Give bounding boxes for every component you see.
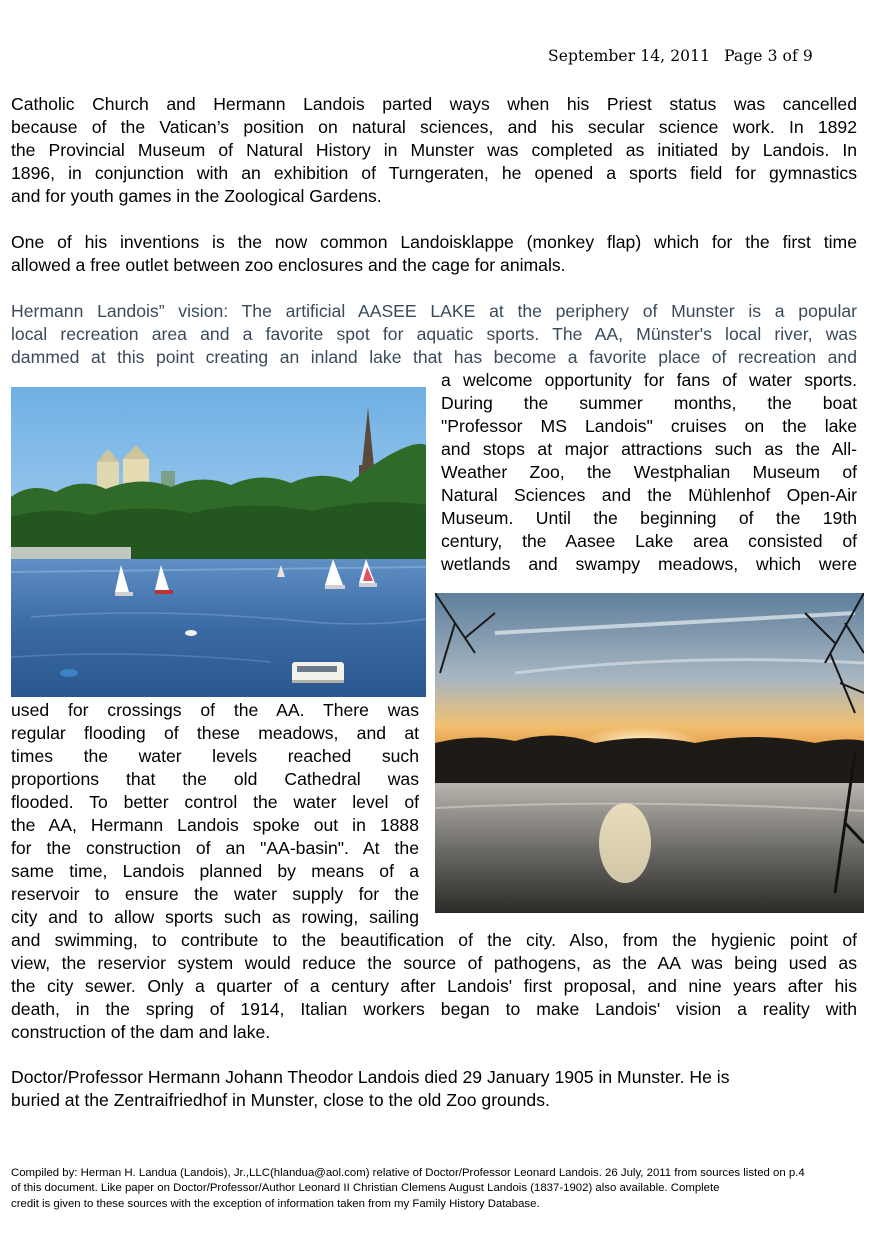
text-line: construction of the dam and lake. bbox=[11, 1022, 271, 1042]
text-line: because of the Vatican’s position on natural sciences, and his secular science work. In 1892 bbox=[11, 117, 857, 137]
text-line: Natural Sciences and the Mühlenhof Open-Air bbox=[441, 485, 857, 505]
text-line: century, the Aasee Lake area consisted of bbox=[441, 531, 857, 551]
text-line: Catholic Church and Hermann Landois parted ways when his Priest status was cancelled bbox=[11, 94, 857, 114]
lake-photo-svg bbox=[11, 387, 426, 697]
text-line: same time, Landois planned by means of a bbox=[11, 861, 419, 881]
paragraph-church bbox=[11, 93, 857, 208]
sunset-photo-svg bbox=[435, 593, 864, 913]
text-line: wetlands and swampy meadows, which were bbox=[441, 554, 857, 574]
header-date: September 14, 2011 bbox=[548, 47, 711, 65]
text-line: One of his inventions is the now common Landoisklappe (monkey flap) which for the first time bbox=[11, 232, 857, 252]
text-line: regular flooding of these meadows, and at bbox=[11, 723, 419, 743]
paragraph-vision-continuation bbox=[11, 929, 857, 1044]
text-line: used for crossings of the AA. There was bbox=[11, 700, 419, 720]
text-line: death, in the spring of 1914, Italian workers began to make Landois' vision a reality with bbox=[11, 999, 857, 1019]
text-line: times the water levels reached such bbox=[11, 746, 419, 766]
text-line: reservoir to ensure the water supply for the bbox=[11, 884, 419, 904]
text-line: 1896, in conjunction with an exhibition of Turngeraten, he opened a sports field for gymnastics bbox=[11, 163, 857, 183]
text-line: Hermann Landois” vision: The artificial AASEE LAKE at the periphery of Munster is a popular bbox=[11, 301, 857, 321]
text-line: the Provincial Museum of Natural History in Munster was completed as initiated by Landois. In bbox=[11, 140, 857, 160]
page-header bbox=[548, 47, 813, 65]
footer-line: Compiled by: Herman H. Landua (Landois), Jr.,LLC(hlandua@aol.com) relative of Doctor/Professor Leonard Landois. 26 July, 2011 from sources listed on p.4 bbox=[11, 1167, 805, 1179]
paragraph-vision-right-column bbox=[441, 369, 857, 576]
text-line: allowed a free outlet between zoo enclosures and the cage for animals. bbox=[11, 255, 566, 275]
footer-line: credit is given to these sources with the exception of information taken from my Family History Database. bbox=[11, 1197, 540, 1210]
text-line: Weather Zoo, the Westphalian Museum of bbox=[441, 462, 857, 482]
text-line: flooded. To better control the water level of bbox=[11, 792, 419, 812]
text-line: and swimming, to contribute to the beautification of the city. Also, from the hygienic point of bbox=[11, 930, 857, 950]
header-page-number: Page 3 of 9 bbox=[724, 47, 813, 65]
text-line: buried at the Zentraifriedhof in Munster, close to the old Zoo grounds. bbox=[11, 1090, 550, 1110]
text-line: local recreation area and a favorite spot for aquatic sports. The AA, Münster's local river, was bbox=[11, 324, 857, 344]
text-line: and for youth games in the Zoological Gardens. bbox=[11, 186, 382, 206]
text-line: Museum. Until the beginning of the 19th bbox=[441, 508, 857, 528]
paragraph-invention bbox=[11, 231, 857, 277]
aasee-sunset-photo bbox=[435, 593, 864, 913]
paragraph-vision bbox=[11, 300, 857, 369]
text-line: the city sewer. Only a quarter of a century after Landois' first proposal, and nine years after his bbox=[11, 976, 857, 996]
text-line: city and to allow sports such as rowing, sailing bbox=[11, 907, 419, 927]
aasee-lake-photo bbox=[11, 387, 426, 697]
paragraph-death bbox=[11, 1066, 857, 1112]
text-line: and stops at major attractions such as the All- bbox=[441, 439, 857, 459]
paragraph-vision-left-column bbox=[11, 699, 419, 929]
text-line: view, the reservior system would reduce the source of pathogens, as the AA was being used as bbox=[11, 953, 857, 973]
footer-line: of this document. Like paper on Doctor/Professor/Author Leonard II Christian Clemens August Landois (1837-1902) also available. Complete bbox=[11, 1182, 720, 1195]
page-footer bbox=[11, 1166, 870, 1212]
text-line: During the summer months, the boat bbox=[441, 393, 857, 413]
text-line: for the construction of an "AA-basin". At the bbox=[11, 838, 419, 858]
text-line: a welcome opportunity for fans of water sports. bbox=[441, 370, 857, 390]
text-line: dammed at this point creating an inland lake that has become a favorite place of recreation and bbox=[11, 347, 857, 367]
text-line: "Professor MS Landois" cruises on the lake bbox=[441, 416, 857, 436]
text-line: Doctor/Professor Hermann Johann Theodor Landois died 29 January 1905 in Munster. He is bbox=[11, 1067, 730, 1087]
text-line: proportions that the old Cathedral was bbox=[11, 769, 419, 789]
text-line: the AA, Hermann Landois spoke out in 1888 bbox=[11, 815, 419, 835]
